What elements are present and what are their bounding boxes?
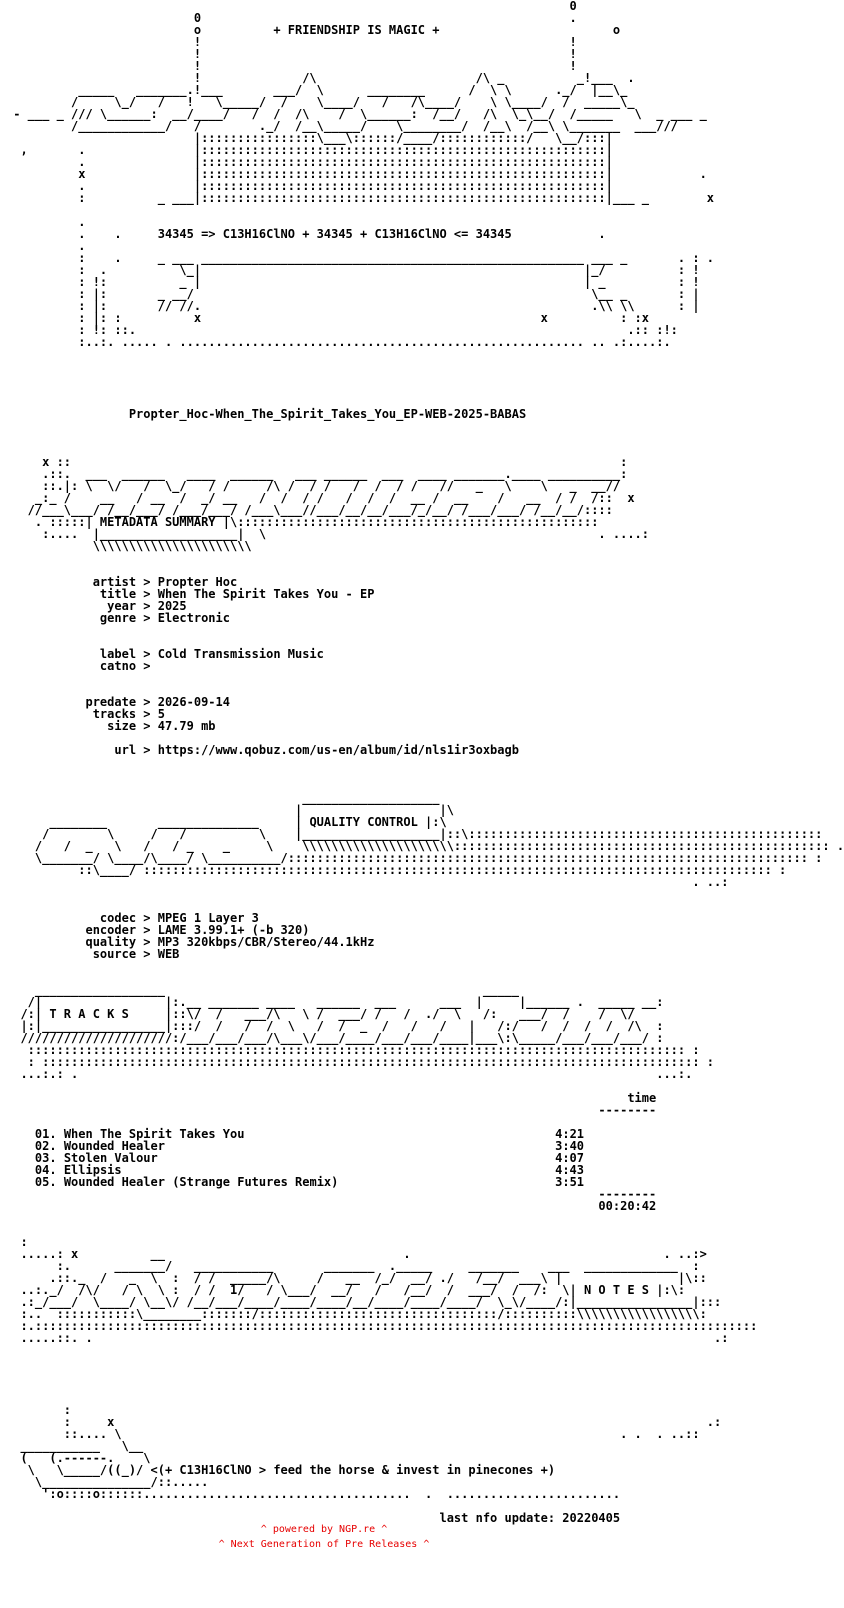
track-title: Ellipsis — [63, 1163, 122, 1177]
track-time: 4:07 — [555, 1151, 585, 1165]
meta-url: https://www.qobuz.com/us-en/album/id/nls1ir3oxbagb — [157, 743, 519, 757]
meta-label: Cold Transmission Music — [157, 647, 324, 661]
meta-year: 2025 — [157, 599, 187, 613]
tracks-time-header: time — [627, 1091, 657, 1105]
track-number: 04. — [34, 1163, 57, 1177]
track-number: 01. — [34, 1127, 57, 1141]
track-title: Wounded Healer — [63, 1139, 165, 1153]
meta-genre: Electronic — [157, 611, 230, 625]
track-number: 03. — [34, 1151, 57, 1165]
footer — [0, 1522, 648, 1552]
tracks-total: 00:20:42 — [598, 1199, 657, 1213]
release-name: Propter_Hoc-When_The_Spirit_Takes_You_EP-WEB-2025-BABAS — [128, 407, 527, 421]
track-time: 3:40 — [555, 1139, 585, 1153]
track-title: Wounded Healer (Strange Futures Remix) — [63, 1175, 339, 1189]
notes-tagline: <(+ C13H16ClNO > feed the horse & invest in pinecones +) — [150, 1463, 556, 1477]
section-metadata: METADATA SUMMARY — [99, 515, 216, 529]
nfo-text: 0 0 . o + FRIENDSHIP IS MAGIC + o ! ! ! ! ! ! ! /\ /\ _ _!___ . _____ _______.!___ ___/ \ ________ / \ \ ._/ |__\_ / \_/ / ! \_____/ / \____/ / /\____/ \ \____/ / _____\_ - ___ _ /// \______: __/____/ / / /\ / \______: /__/ /\ \_\__/ /_____ \ _ ___ _ /____________/ / ._/ /__\_____/ \________/ /__\ /__\ \_______ ___/// |::::::::::::::::\___\::::::/____/::::::::::::/ \__/:::| , . |::::::::::::::::::::::::::::::::::::::::::::::::::::::::| . |::::::::::::::::::::::::::::::::::::::::::::::::::::::::| x |::::::::::::::::::::::::::::::::::::::::::::::::::::::::| . . |::::::::::::::::::::::::::::::::::::::::::::::::::::::::| : _ ___|::::::::::::::::::::::::::::::::::::::::::::::::::::::::|___ _ x . . . 34345 => C13H16ClNO + 34345 + C13H16ClNO <= 34345 . . : . _ ___ _____________________________________________________ ___ _ . : . : . \_| |_/ : ! : !: _ | | _ : ! : |: _ __/ \__ _ : | : |: // //. .\\ \\ : | : |: : x x : :x : !: ::. .:: :!: :..:. ..... . ........................................................ .. .:....:. Propter_Hoc-When_The_Spirit_Takes_You_EP-WEB-2025-BABAS x :: : .::. ___ ______ ____ ______ ___ ______ ___ ____ _______.____ __________: ::.|: \ \/ / \_/ / / /\ / / / / / / / // _ \ \ _ __// _:_ / __ / __ / _/ __ / / / / / / / __ / __ / __ / / /:: x //___\___/ /__/___/ /___/___/ /___\___//___/__/__/___/_/__/ /___/___/ /__/__/:::: . :::::| METADATA SUMMARY |\:::::::::::::::::::::::::::::::::::::::::::::::::: :.... |___________________| \ . ....: \\\\\\\\\\\\\\\\\\\\\\ artist > Propter Hoc title > When The Spirit Takes You - EP year > 2025 genre > Electronic label > Cold Transmission Music catno > predate > 2026-09-14 tracks > 5 size > 47.79 mb url > https://www.qobuz.com/us-en/album/id/nls1ir3oxbagb ___________________ | |\ ________ ______________ | QUALITY CONTROL |:\ / \ / / \ |___________________|::\::::::::::::::::::::::::::::::::::::::::::::::::: / / _ \ / / _ _ \ \\\\\\\\\\\\\\\\\\\\\:::::::::::::::::::::::::::::::::::::::::::::::::::: . \_______/ \____/\____/ \__________/:::::::::::::::::::::::::::::::::::::::::::::::::::::::::::::::::::::::: : ::\____/ ::::::::::::::::::::::::::::::::::::::::::::::::::::::::::::::::::::::::::::::::::::::: : . ..: codec > MPEG 1 Layer 3 encoder > LAME 3.99.1+ (-b 320) quality > MP3 320kbps/CBR/Stereo/44.1kHz source > WEB __________________ _____ /| |:.__ _______ ____ ______ ___ ___ | |______ . _____ __: /:| T R A C K S |::\/ / ___/\ \ / ___/ / / ./ \ /: ___/ / / \/ |:|_________________|:::/ / / / \ / / _ / / / | /:/ / / / / /\ : /////////////////////:/___/___/___/\___\/___/____/___/___/____|___\:\_____/___/___/___/ : ::::::::::::::::::::::::::::::::::::::::::::::::::::::::::::::::::::::::::::::::::::::::::: : : ::::::::::::::::::::::::::::::::::::::::::::::::::::::::::::::::::::::::::::::::::::::::::: : ...:.: . ...:. time -------- 01. When The Spirit Takes You 4:21 02. Wounded Healer 3:40 03. Stolen Valour 4:07 04. Ellipsis 4:43 05. Wounded Healer (Strange Futures Remix) 3:51 -------- 00:20:42 : .....: x __ . . ..:> :. _______/ ___________ _______ ._____ _______ ___ _____________ : .::._ / _ \ : / / _____/\ / __ /_/ __/ ./ /__/ ___\ | |\:: ..:._/ /\/ / \ \ : / / 1/ / \___/ __/ / /__/ / ___/ / /: \| N O T E S |:\: .:_/___/ \____/ \__\/ /__/___/____/____/____/__/____/____/____/ \_\/____/:|________________|::: :.. :::::::::::\________:::::::/:::::::::::::::::::::::::::::::::/::::::::::\\\\\\\\\\\\\\\\\: :.:::::::::::::::::::::::::::::::::::::::::::::::::::::::::::::::::::::::::::::::::::::::::::::::::::: .....::. . .: : : x .: ::.... \ . . . ..:: ___________ \__ ( (.------. \ \ \_____/((_)/ <(+ C13H16ClNO > feed the horse & invest in pinecones +) \_______________/::..... ':o::::o::::::..................................... . ........................ last nfo update: 20220405 — [13, 0, 844, 1525]
meta-predate: 2026-09-14 — [157, 695, 230, 709]
quality-encoder: LAME 3.99.1+ (-b 320) — [157, 923, 310, 937]
footer-tagline: ^ Next Generation of Pre Releases ^ — [218, 1539, 430, 1550]
track-number: 02. — [34, 1139, 57, 1153]
track-time: 3:51 — [555, 1175, 585, 1189]
meta-title: When The Spirit Takes You - EP — [157, 587, 375, 601]
meta-artist: Propter Hoc — [157, 575, 238, 589]
track-number: 05. — [34, 1175, 57, 1189]
section-tracks: T R A C K S — [49, 1007, 129, 1021]
header-formula: 34345 => C13H16ClNO + 34345 + C13H16ClNO <= 34345 — [157, 227, 512, 241]
quality-codec: MPEG 1 Layer 3 — [157, 911, 259, 925]
section-quality: QUALITY CONTROL — [309, 815, 418, 829]
quality-source: WEB — [157, 947, 180, 961]
track-time: 4:43 — [555, 1163, 585, 1177]
track-time: 4:21 — [555, 1127, 585, 1141]
footer-powered-by: ^ powered by NGP.re ^ — [260, 1524, 388, 1535]
section-notes: N O T E S — [583, 1283, 649, 1297]
meta-size: 47.79 mb — [157, 719, 216, 733]
header-tagline: + FRIENDSHIP IS MAGIC + — [273, 23, 440, 37]
track-title: Stolen Valour — [63, 1151, 158, 1165]
quality-quality: MP3 320kbps/CBR/Stereo/44.1kHz — [157, 935, 375, 949]
track-title: When The Spirit Takes You — [63, 1127, 245, 1141]
meta-tracks: 5 — [157, 707, 165, 721]
last-update: last nfo update: 20220405 — [439, 1511, 621, 1525]
